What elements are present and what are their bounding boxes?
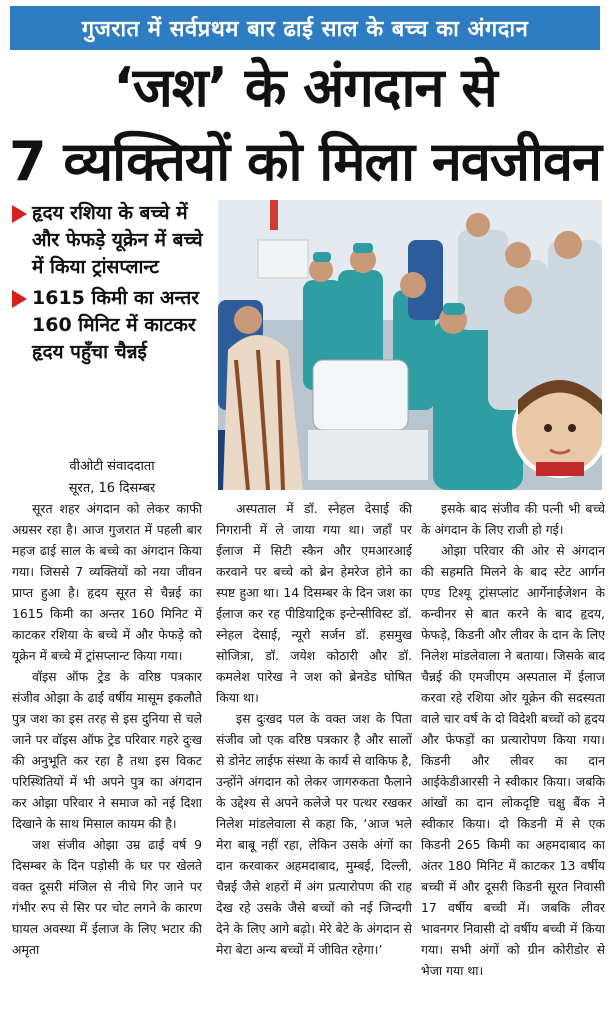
headline-line-2: 7 व्यक्तियों को मिला नवजीवन (9, 130, 601, 193)
article-paragraph: इस दुःखद पल के वक्त जश के पिता संजीव जो एक वरिष्ठ पत्रकार है और सालों से डोनेट लाईफ संस्था के कार्य से वाकिफ है, उन्होंने अंगदान को लेकर जागरुकता फैलाने के उद्देश्य से अपने कलेजे पर पत्थर रखकर निलेश मांडलेवाला से कहा कि, ‘आज भले मेरा बाबू नहीं रहा, लेकिन उसके अंगों का दान करवाकर अहमदाबाद, मुम्बई, दिल्ली, चैन्नई जैसे शहरों में अंग प्रत्यारोपण की राह देख रहे उसके जैसे बच्चों को नई जिन्दगी देने के लिए आगे बढ़ो। मेरे बेटे के अंगदान से मेरा बेटा अन्य बच्चों में जीवित रहेगा।’ (216, 711, 412, 957)
bullet-item (12, 285, 212, 366)
red-triangle-icon (12, 205, 27, 223)
byline-dateline: सूरत, 16 दिसम्बर (68, 481, 156, 496)
news-photo (218, 200, 602, 490)
article-column-1 (12, 498, 202, 1018)
article-paragraph: वॉइस ऑफ ट्रेड के वरिष्ठ पत्रकार संजीव ओझा के ढाई वर्षीय मासूम इकलौते पुत्र जश का इस तरह से इस दुनिया से चले जाने पर वॉइस ऑफ ट्रेड परिवार गहरे दुःख की अनुभूति कर रहा है तथा इस विकट परिस्थितियों में भी अपने पुत्र का अंगदान कर ओझा परिवार ने समाज को नई दिशा दिखाने के साथ मिसाल कायम की है। (12, 669, 202, 831)
bullet-text: 1615 किमी का अन्तर 160 मिनिट में काटकर हृदय पहुँचा चैन्नई (32, 287, 200, 363)
article-paragraph: इसके बाद संजीव की पत्नी भी बच्चे के अंगदान के लिए राजी हो गई। (421, 501, 605, 537)
article-paragraph: अस्पताल में डॉ. स्नेहल देसाई की निगरानी में ले जाया गया था। जहाँ पर ईलाज में सिटी स्कैन और एमआरआई करवाने पर बच्चे को ब्रेन हेमरेज होने का स्पष्ट हुआ था। 14 दिसम्बर के दिन जश का ईलाज कर रह पीडियाट्रिक इन्टेन्सीविस्ट डॉ. स्नेहल देसाई, न्यूरो सर्जन डॉ. हसमुख सोजित्रा, डॉ. जयेश कोठारी और डॉ. कमलेश पारेख ने जश को ब्रेनडेड घोषित किया था। (216, 501, 412, 705)
bullet-text: हृदय रशिया के बच्चे में और फेफड़े यूक्रेन में बच्चे में किया ट्रांसप्लान्ट (32, 202, 203, 278)
top-banner (10, 6, 600, 50)
article-column-3 (421, 498, 605, 1018)
article-paragraph: जश संजीव ओझा उम्र ढाई वर्ष 9 दिसम्बर के दिन पड़ोसी के घर पर खेलते वक्त दूसरी मंजिल से नीचे गिर जाने पर गंभीर रुप से सिर पर चोट लगने के कारण घायल अवस्था में ईलाज के लिए भटार की अमृता (12, 837, 202, 957)
article-body (0, 498, 610, 1018)
article-paragraph: ओझा परिवार की ओर से अंगदान की सहमति मिलने के बाद स्टेट आर्गन एण्ड टिश्यू ट्रांसप्लांट आर्गेनाईजेशन के कन्वीनर से बात करने के बाद हृदय, फेफड़े, किडनी और लीवर के दान के लिए निलेश मांडलेवाला ने बताया। जिसके बाद चैन्नई की एमजीएम अस्पताल में ईलाज करवा रहे रशिया ओर यूक्रेन की सदस्यता वाले चार वर्ष के दो विदेशी बच्चों को हृदय और फेफड़ों का प्रत्यारोपण किया गया। किडनी और लीवर का दान आईकेडीआरसी ने स्वीकार किया। जबकि आंखों का दान लोकदृष्टि चक्षु बैंक ने स्वीकार किया। दो किडनी में से एक किडनी 265 किमी का अहमदाबाद का अंतर 180 मिनिट में काटकर 13 वर्षीय बच्ची में और दूसरी किडनी सूरत निवासी 17 वर्षीय बच्ची में। जबकि लीवर भावनगर निवासी दो वर्षीय बच्ची में किया गया। सभी अंगों को ग्रीन कोरीडोर से भेजा गया था। (421, 543, 605, 978)
banner-text: गुजरात में सर्वप्रथम बार ढाई साल के बच्च का अंगदान (81, 17, 529, 42)
red-triangle-icon (12, 290, 27, 308)
article-paragraph: सूरत शहर अंगदान को लेकर काफी अग्रसर रहा है। आज गुजरात में पहली बार महज ढाई साल के बच्चे का अंगदान किया गया। जिससे 7 व्यक्तियों को नया जीवन प्राप्त हुआ है। हृदय सूरत से चैन्नई का 1615 किमी का अन्तर 160 मिनिट में काटकर रशिया के बच्चे में और फेफड़े को यूक्रेन में बच्चे में ट्रांसप्लान्ट किया गया। (12, 501, 202, 663)
subheadline-bullets (12, 200, 212, 370)
byline-author: वीओटी संवाददाता (69, 459, 155, 474)
bullet-item (12, 200, 212, 281)
byline (14, 456, 210, 500)
headline-line-1: ‘जश’ के अंगदान से (113, 56, 497, 119)
article-column-2 (216, 498, 412, 1018)
hospital-scene-illustration (218, 200, 602, 490)
